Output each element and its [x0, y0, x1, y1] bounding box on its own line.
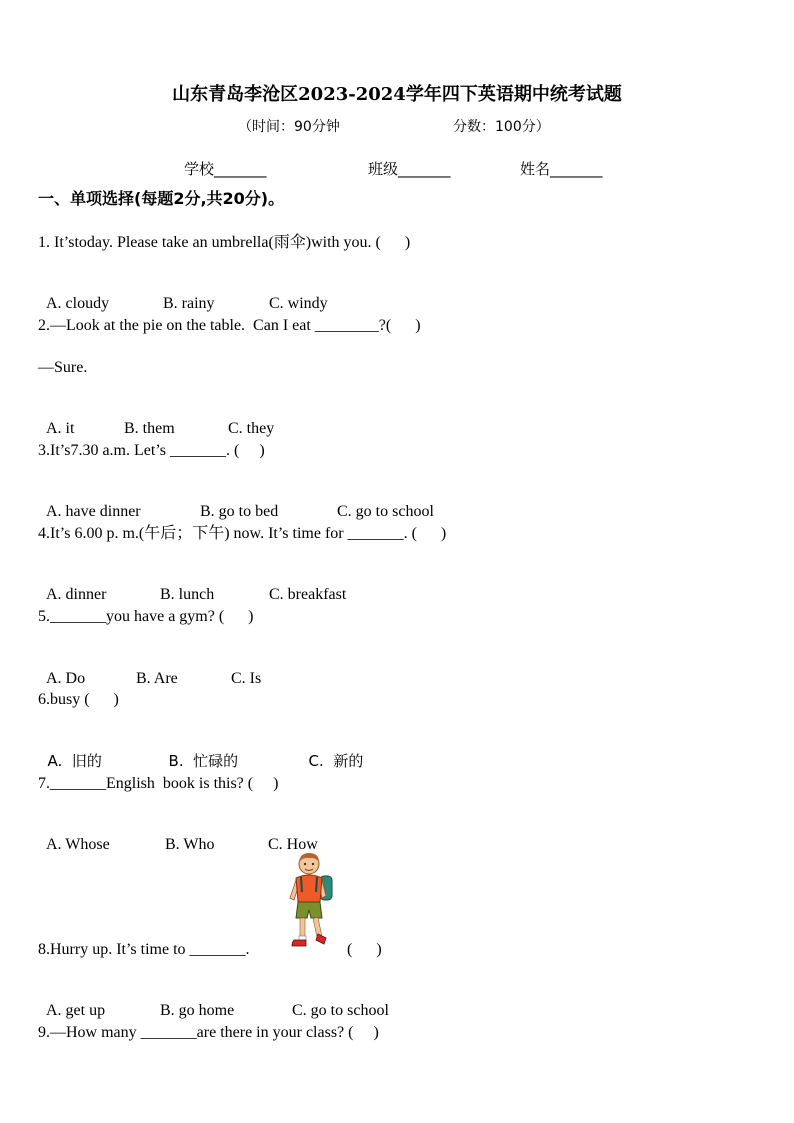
- option-b: B. go home: [160, 1002, 235, 1019]
- option-b: B. them: [124, 420, 175, 437]
- option-a: A. Do: [46, 670, 86, 687]
- question-2: 2.—Look at the pie on the table. Can I eat ________?( ): [38, 317, 421, 334]
- option-b: B. rainy: [163, 295, 215, 312]
- question-4-options: [38, 565, 346, 605]
- option-b: B. 忙碌的: [168, 752, 239, 770]
- option-c: C. windy: [269, 295, 328, 312]
- question-5: 5._______you have a gym? ( ): [38, 608, 254, 625]
- name-field: 姓名_______: [520, 160, 603, 178]
- option-c: C. How: [268, 836, 318, 853]
- option-c: C. Is: [231, 670, 262, 687]
- question-1-options: [38, 274, 328, 314]
- option-a: A. get up: [46, 1002, 106, 1019]
- question-7: 7._______English book is this? ( ): [38, 775, 279, 792]
- option-a: A. 旧的: [47, 752, 102, 770]
- question-8-answer-blank: ( ): [347, 941, 382, 958]
- question-6-options: [38, 731, 363, 771]
- option-b: B. go to bed: [200, 503, 279, 520]
- option-c: C. they: [228, 420, 275, 437]
- exam-time: （时间：90分钟: [238, 119, 340, 135]
- section-title: 一、单项选择(每题2分,共20分)。: [38, 189, 285, 208]
- question-8-options: [38, 981, 389, 1021]
- question-2-reply: —Sure.: [38, 359, 88, 376]
- question-9: 9.—How many _______are there in your class? ( ): [38, 1024, 379, 1041]
- option-a: A. have dinner: [46, 503, 141, 520]
- option-c: C. go to school: [337, 503, 434, 520]
- option-b: B. Are: [136, 670, 178, 687]
- question-2-options: [38, 399, 274, 439]
- class-field: 班级_______: [368, 160, 451, 178]
- question-6: 6.busy ( ): [38, 691, 119, 708]
- question-3-options: [38, 482, 434, 522]
- option-a: A. dinner: [46, 586, 107, 603]
- option-a: A. Whose: [46, 836, 110, 853]
- boy-with-backpack-icon: [282, 852, 338, 952]
- option-c: C. 新的: [308, 752, 364, 770]
- question-4: 4.It’s 6.00 p. m.(午后；下午) now. It’s time for _______. ( ): [38, 525, 447, 542]
- option-c: C. go to school: [292, 1002, 389, 1019]
- question-5-options: [38, 649, 261, 689]
- option-c: C. breakfast: [269, 586, 347, 603]
- question-7-options: [38, 815, 318, 855]
- option-b: B. lunch: [160, 586, 215, 603]
- question-1: 1. It’stoday. Please take an umbrella(雨伞)with you. ( ): [38, 234, 411, 251]
- question-8: 8.Hurry up. It’s time to _______.: [38, 941, 250, 958]
- option-a: A. cloudy: [46, 295, 110, 312]
- question-3: 3.It’s7.30 a.m. Let’s _______. ( ): [38, 442, 265, 459]
- school-field: 学校_______: [184, 160, 267, 178]
- exam-score: 分数：100分）: [453, 119, 550, 135]
- option-b: B. Who: [165, 836, 215, 853]
- option-a: A. it: [46, 420, 75, 437]
- page-title: 山东青岛李沧区2023-2024学年四下英语期中统考试题: [172, 84, 622, 105]
